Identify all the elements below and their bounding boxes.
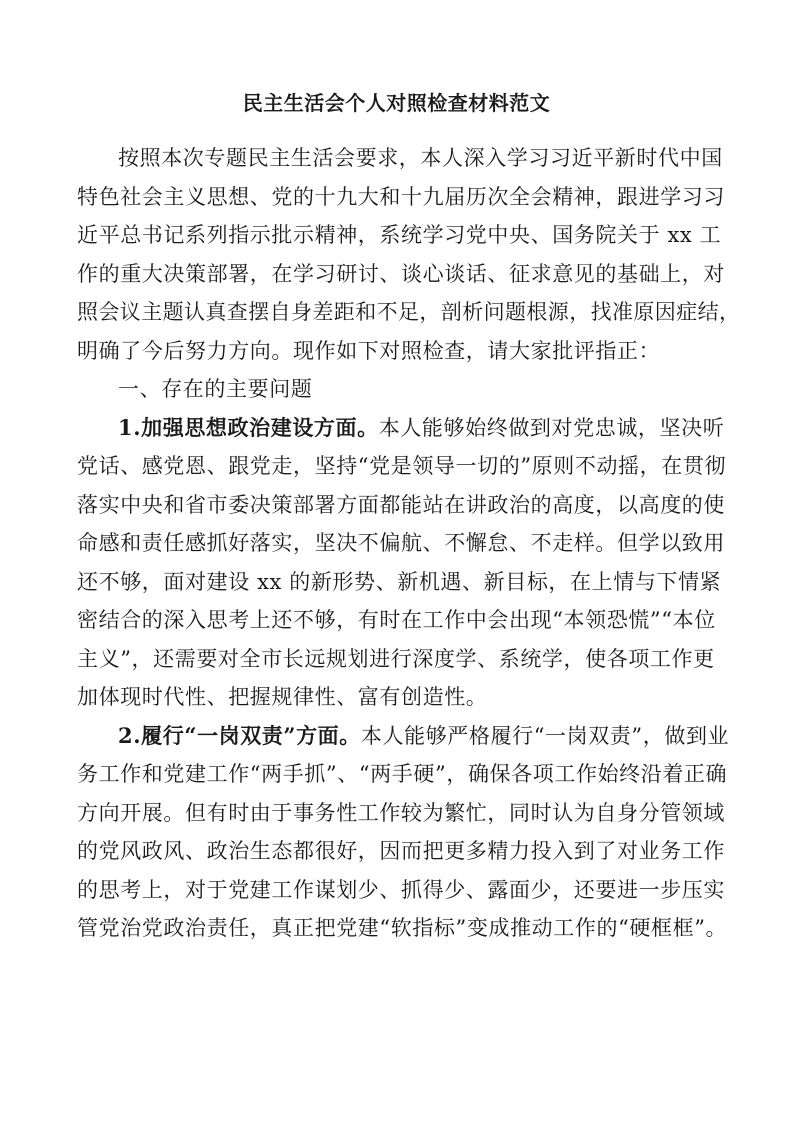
intro-line: 近平总书记系列指示批示精神，系统学习党中央、国务院关于 xx 工 <box>77 223 722 247</box>
intro-line: 特色社会主义思想、党的十九大和十九届历次全会精神，跟进学习习 <box>77 185 725 209</box>
item1-first-line <box>118 413 724 443</box>
item1-line: 命感和责任感抓好落实，坚决不偏航、不懈怠、不走样。但学以致用 <box>77 531 725 555</box>
intro-line: 照会议主题认真查摆自身差距和不足，剖析问题根源，找准原因症结， <box>77 300 741 324</box>
document-title: 民主生活会个人对照检查材料范文 <box>242 91 551 115</box>
item2-first-line-text: 本人能够严格履行“一岗双责”，做到业 <box>360 724 730 748</box>
intro-line: 作的重大决策部署，在学习研讨、谈心谈话、征求意见的基础上，对 <box>77 262 725 286</box>
item1-line: 党话、感党恩、跟党走，坚持“党是领导一切的”原则不动摇，在贯彻 <box>77 454 727 478</box>
item1-first-line-text: 本人能够始终做到对党忠诚，坚决听 <box>378 416 725 440</box>
item2-heading: 2.履行“一岗双责”方面。 <box>118 723 361 748</box>
item1-line: 还不够，面对建设 xx 的新形势、新机遇、新目标，在上情与下情紧 <box>77 570 722 594</box>
item1-line: 加体现时代性、把握规律性、富有创造性。 <box>77 685 488 709</box>
item1-line: 密结合的深入思考上还不够，有时在工作中会出现“本领恐慌”“本位 <box>77 608 716 632</box>
item2-line: 务工作和党建工作“两手抓”、“两手硬”，确保各项工作始终沿着正确 <box>77 762 728 786</box>
item2-line: 的党风政风、政治生态都很好，因而把更多精力投入到了对业务工作 <box>77 839 725 863</box>
section-heading: 一、存在的主要问题 <box>118 377 313 401</box>
item1-line: 主义”，还需要对全市长远规划进行深度学、系统学，使各项工作更 <box>77 647 715 671</box>
item2-line: 方向开展。但有时由于事务性工作较为繁忙，同时认为自身分管领域 <box>77 801 725 825</box>
item2-line: 的思考上，对于党建工作谋划少、抓得少、露面少，还要进一步压实 <box>77 878 725 902</box>
intro-line: 按照本次专题民主生活会要求，本人深入学习习近平新时代中国 <box>118 146 723 170</box>
item1-heading: 1.加强思想政治建设方面。 <box>118 415 379 440</box>
item2-first-line <box>118 721 729 751</box>
intro-line: 明确了今后努力方向。现作如下对照检查，请大家批评指正： <box>77 339 661 363</box>
item2-line: 管党治党政治责任，真正把党建“软指标”变成推动工作的“硬框框”。 <box>77 916 728 940</box>
item1-line: 落实中央和省市委决策部署方面都能站在讲政治的高度，以高度的使 <box>77 493 725 517</box>
